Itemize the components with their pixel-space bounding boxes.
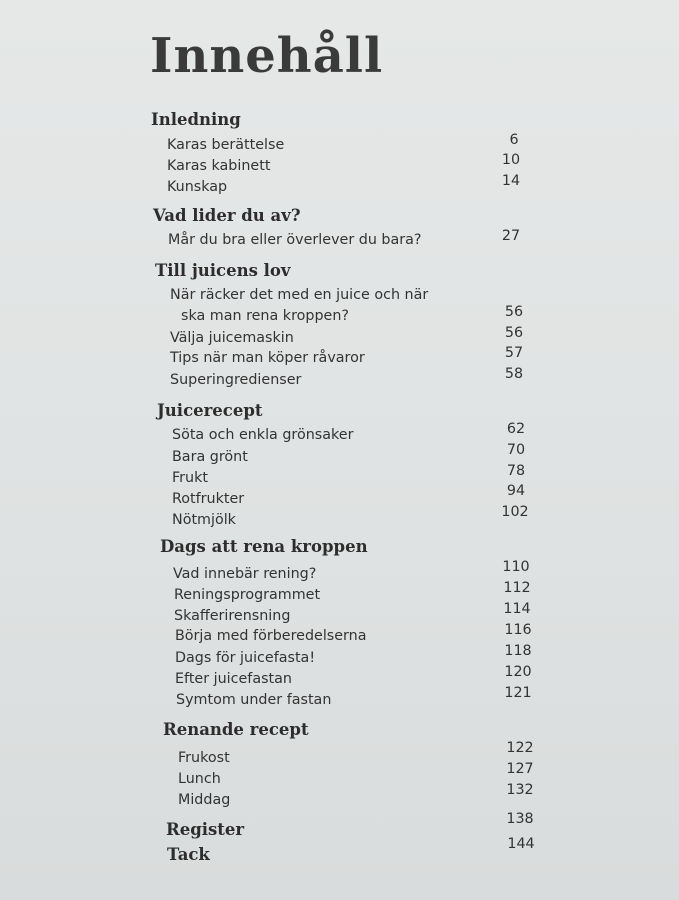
toc-entry-page: 14 bbox=[501, 173, 521, 189]
toc-entry-title: Bara grönt bbox=[172, 449, 248, 465]
toc-entry-title: Välja juicemaskin bbox=[170, 330, 294, 346]
toc-entry-title-continued: ska man rena kroppen? bbox=[181, 308, 349, 324]
toc-entry-page: 102 bbox=[501, 504, 529, 520]
section-heading-tack: Tack bbox=[167, 845, 210, 864]
toc-entry-title: Efter juicefastan bbox=[175, 671, 292, 687]
section-heading-till-juicens-lov: Till juicens lov bbox=[155, 261, 291, 280]
toc-entry-title: Symtom under fastan bbox=[176, 692, 332, 708]
toc-entry-title: Reningsprogrammet bbox=[174, 587, 321, 603]
section-heading-renande-recept: Renande recept bbox=[163, 720, 309, 739]
page-title: Innehåll bbox=[150, 28, 384, 84]
toc-entry-title: Dags för juicefasta! bbox=[175, 650, 316, 666]
toc-entry-page: 56 bbox=[504, 325, 524, 341]
toc-entry-page: 120 bbox=[504, 664, 532, 680]
section-heading-vad-lider-du-av: Vad lider du av? bbox=[153, 206, 301, 225]
toc-entry-page: 58 bbox=[504, 366, 524, 382]
toc-entry-title: När räcker det med en juice och när bbox=[170, 287, 429, 303]
toc-entry-page: 78 bbox=[506, 463, 526, 479]
toc-entry-page: 144 bbox=[507, 836, 535, 852]
toc-entry-page: 6 bbox=[509, 132, 519, 148]
toc-entry-page: 132 bbox=[506, 782, 534, 798]
toc-entry-page: 27 bbox=[501, 228, 521, 244]
toc-entry-title: Mår du bra eller överlever du bara? bbox=[168, 232, 422, 248]
toc-entry-page: 112 bbox=[503, 580, 531, 596]
toc-entry-title: Skafferirensning bbox=[174, 608, 291, 624]
toc-entry-page: 116 bbox=[504, 622, 532, 638]
toc-entry-title: Middag bbox=[178, 792, 231, 808]
section-heading-juicerecept: Juicerecept bbox=[157, 401, 263, 420]
toc-entry-page: 127 bbox=[506, 761, 534, 777]
section-heading-dags-att-rena-kroppen: Dags att rena kroppen bbox=[160, 537, 368, 556]
toc-entry-page: 114 bbox=[503, 601, 531, 617]
toc-entry-title: Lunch bbox=[178, 771, 221, 787]
toc-entry-title: Kunskap bbox=[167, 179, 228, 195]
toc-entry-title: Frukt bbox=[172, 470, 209, 486]
toc-entry-title: Karas berättelse bbox=[167, 137, 285, 153]
toc-entry-title: Nötmjölk bbox=[172, 512, 236, 528]
toc-entry-page: 70 bbox=[506, 442, 526, 458]
toc-entry-page: 118 bbox=[504, 643, 532, 659]
toc-entry-title: Vad innebär rening? bbox=[173, 566, 317, 582]
toc-entry-page: 138 bbox=[506, 811, 534, 827]
toc-entry-title: Tips när man köper råvaror bbox=[170, 350, 365, 366]
toc-entry-title: Börja med förberedelserna bbox=[175, 628, 367, 644]
toc-entry-page: 10 bbox=[501, 152, 521, 168]
toc-entry-page: 94 bbox=[506, 483, 526, 499]
toc-entry-title: Frukost bbox=[178, 750, 230, 766]
toc-entry-page: 121 bbox=[504, 685, 532, 701]
toc-entry-title: Söta och enkla grönsaker bbox=[172, 427, 354, 443]
toc-entry-page: 122 bbox=[506, 740, 534, 756]
toc-entry-title: Rotfrukter bbox=[172, 491, 245, 507]
section-heading-register: Register bbox=[166, 820, 245, 839]
toc-entry-page: 62 bbox=[506, 421, 526, 437]
toc-entry-page: 110 bbox=[502, 559, 530, 575]
toc-entry-page: 56 bbox=[504, 304, 524, 320]
section-heading-inledning: Inledning bbox=[151, 110, 241, 129]
toc-entry-page: 57 bbox=[504, 345, 524, 361]
toc-entry-title: Superingredienser bbox=[170, 372, 302, 388]
toc-entry-title: Karas kabinett bbox=[167, 158, 271, 174]
